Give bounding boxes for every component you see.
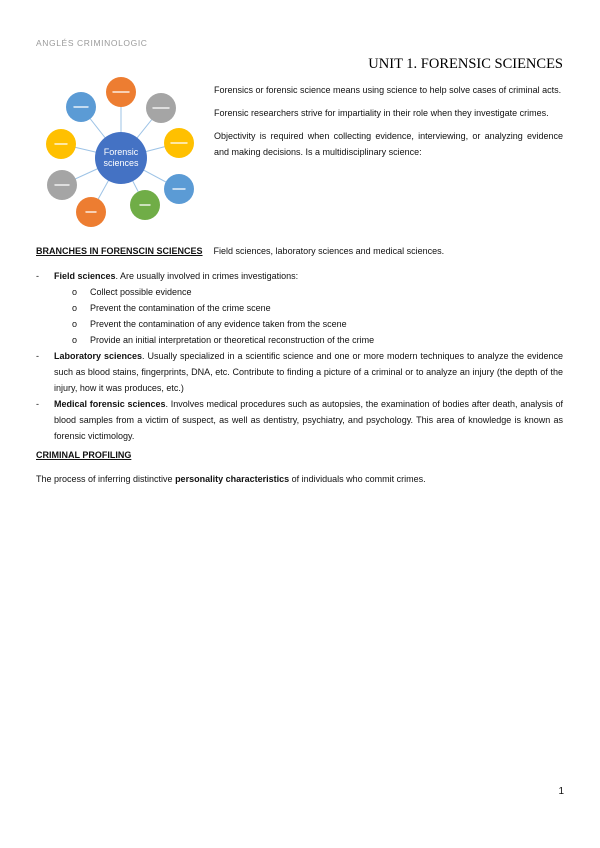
branch-list xyxy=(36,268,563,444)
branch-label: Medical forensic sciences xyxy=(54,399,166,409)
page-title: UNIT 1. FORENSIC SCIENCES xyxy=(368,56,563,72)
branch-laboratory-sciences xyxy=(36,348,563,396)
profiling-bold-term: personality characteristics xyxy=(175,474,290,484)
list-item xyxy=(72,300,563,316)
criminal-profiling-title: CRIMINAL PROFILING xyxy=(36,450,132,460)
branch-label: Laboratory sciences xyxy=(54,351,143,361)
list-item xyxy=(72,284,563,300)
list-item-text: Collect possible evidence xyxy=(90,287,192,297)
branch-field-sciences xyxy=(36,268,563,348)
intro-paragraph: Forensics or forensic science means using science to help solve cases of criminal acts. xyxy=(214,85,562,95)
list-item-text: Prevent the contamination of the crime scene xyxy=(90,303,271,313)
branches-title: BRANCHES IN FORENSCIN SCIENCES xyxy=(36,246,203,256)
dash-bullet: - xyxy=(36,399,39,409)
list-item-text: Prevent the contamination of any evidence taken from the scene xyxy=(90,319,347,329)
list-item xyxy=(72,316,563,332)
circle-bullet: o xyxy=(72,287,78,297)
circle-bullet: o xyxy=(72,319,78,329)
branch-text: . Usually specialized in a scientific science and one or more modern techniques to analyze the evidence such as blood stains, fingerprints, DNA, etc. Contribute to finding a picture of a criminal or to analyze an injury (the depth of the injury, how it was produces, etc.) xyxy=(54,351,563,393)
intro-paragraph: Forensic researchers strive for impartiality in their role when they investigate crimes. xyxy=(214,108,549,118)
profiling-text-after: of individuals who commit crimes. xyxy=(289,474,426,484)
circle-bullet: o xyxy=(72,303,78,313)
running-head: ANGLÉS CRIMINOLOGIC xyxy=(36,38,148,48)
field-sciences-sublist xyxy=(72,284,563,348)
circle-bullet: o xyxy=(72,335,78,345)
branch-text: . Are usually involved in crimes investigations: xyxy=(115,271,299,281)
list-item-text: Provide an initial interpretation or theoretical reconstruction of the crime xyxy=(90,335,375,345)
dash-bullet: - xyxy=(36,351,39,361)
branches-summary: Field sciences, laboratory sciences and medical sciences. xyxy=(213,246,445,256)
intro-text xyxy=(214,82,563,167)
branch-label: Field sciences xyxy=(54,271,116,281)
center-label-line-1: Forensic xyxy=(103,147,139,157)
branch-text: . Involves medical procedures such as autopsies, the examination of bodies after death, analysis of blood samples from a victim of suspect, as well as dentistry, psychiatry, and psychology. This area of knowledge is known as forensic victimology. xyxy=(54,399,563,441)
page-number: 1 xyxy=(558,786,564,797)
branches-heading-line xyxy=(36,246,444,256)
list-item xyxy=(72,332,563,348)
branch-medical-forensic-sciences xyxy=(36,396,563,444)
intro-paragraph: Objectivity is required when collecting evidence, interviewing, or analyzing evidence and making decisions. Is a multidisciplinary science: xyxy=(214,131,563,157)
criminal-profiling-text xyxy=(36,474,426,484)
forensic-sciences-diagram xyxy=(40,72,202,232)
profiling-text-before: The process of inferring distinctive xyxy=(36,474,176,484)
dash-bullet: - xyxy=(36,271,39,281)
center-label-line-2: sciences xyxy=(103,158,139,168)
